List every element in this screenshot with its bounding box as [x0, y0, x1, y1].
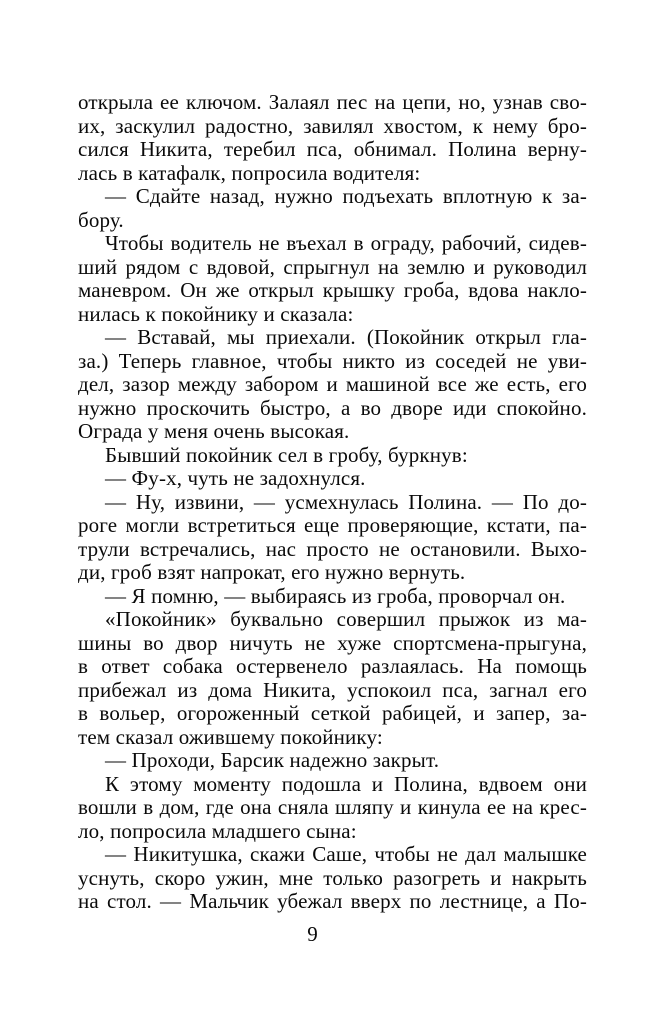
text-line: сился Никита, теребил пса, обнимал. Полина верну- — [78, 137, 587, 161]
text-line: Ограда у меня очень высокая. — [78, 419, 350, 443]
page-number-row — [78, 922, 587, 947]
text-line: — Ну, извини, — усмехнулась Полина. — По до- — [105, 489, 587, 514]
text-line: — Сдайте назад, нужно подъехать вплотную к за- — [105, 184, 587, 208]
text-line: Бывший покойник сел в гробу, буркнув: — [105, 442, 468, 467]
text-line: ло, попросила младшего сына: — [78, 818, 357, 843]
text-line: на стол. — Мальчик убежал вверх по лестнице, а По- — [78, 889, 587, 913]
text-line: дел, зазор между забором и машиной все же есть, его — [78, 372, 587, 396]
text-line: тем сказал ожившему покойнику: — [78, 724, 383, 749]
text-line: в ответ собака остервенело разлаялась. На помощь — [78, 654, 587, 678]
text-line: — Проходи, Барсик надежно закрыт. — [105, 748, 440, 772]
text-lines — [78, 91, 587, 914]
text-line: — Я помню, — выбираясь из гроба, проворчал он. — [105, 583, 566, 608]
text-line: за.) Теперь главное, чтобы никто из соседей не уви- — [78, 348, 587, 373]
text-line: ди, гроб взят напрокат, его нужно вернуть. — [78, 560, 466, 584]
text-line: трули встречались, нас просто не остановили. Выхо- — [78, 536, 587, 561]
text-line: Чтобы водитель не въехал в ограду, рабочий, сидев- — [105, 231, 587, 255]
text-line: их, заскулил радостно, завилял хвостом, к нему бро- — [78, 113, 587, 138]
text-line: в вольер, огороженный сеткой рабицей, и запер, за- — [78, 701, 587, 725]
text-line: К этому моменту подошла и Полина, вдвоем они — [105, 771, 587, 796]
text-line: роге могли встретиться еще проверяющие, кстати, па- — [78, 513, 587, 537]
text-line: шины во двор ничуть не хуже спортсмена-прыгуна, — [78, 630, 587, 655]
text-line: лась в катафалк, попросила водителя: — [78, 160, 421, 185]
text-line: бору. — [78, 207, 124, 232]
text-line: «Покойник» буквально совершил прыжок из ма- — [105, 607, 587, 631]
text-line: открыла ее ключом. Залаял пес на цепи, но, узнав сво- — [78, 90, 587, 114]
text-line: — Фу-х, чуть не задохнулся. — [105, 466, 366, 490]
page-number: 9 — [307, 922, 318, 946]
text-line: нужно проскочить быстро, а во дворе иди спокойно. — [78, 395, 587, 420]
text-line: уснуть, скоро ужин, мне только разогреть и накрыть — [78, 865, 587, 890]
text-line: нилась к покойнику и сказала: — [78, 301, 354, 326]
text-line: маневром. Он же открыл крышку гроба, вдова накло- — [78, 278, 587, 302]
text-line: — Никитушка, скажи Саше, чтобы не дал малышке — [105, 842, 587, 866]
text-line: прибежал из дома Никита, успокоил пса, загнал его — [78, 677, 587, 702]
text-line: — Вставай, мы приехали. (Покойник открыл гла- — [105, 325, 587, 349]
text-line: вошли в дом, где она сняла шляпу и кинула ее на крес- — [78, 795, 587, 819]
text-line: ший рядом с вдовой, спрыгнул на землю и руководил — [78, 254, 587, 279]
